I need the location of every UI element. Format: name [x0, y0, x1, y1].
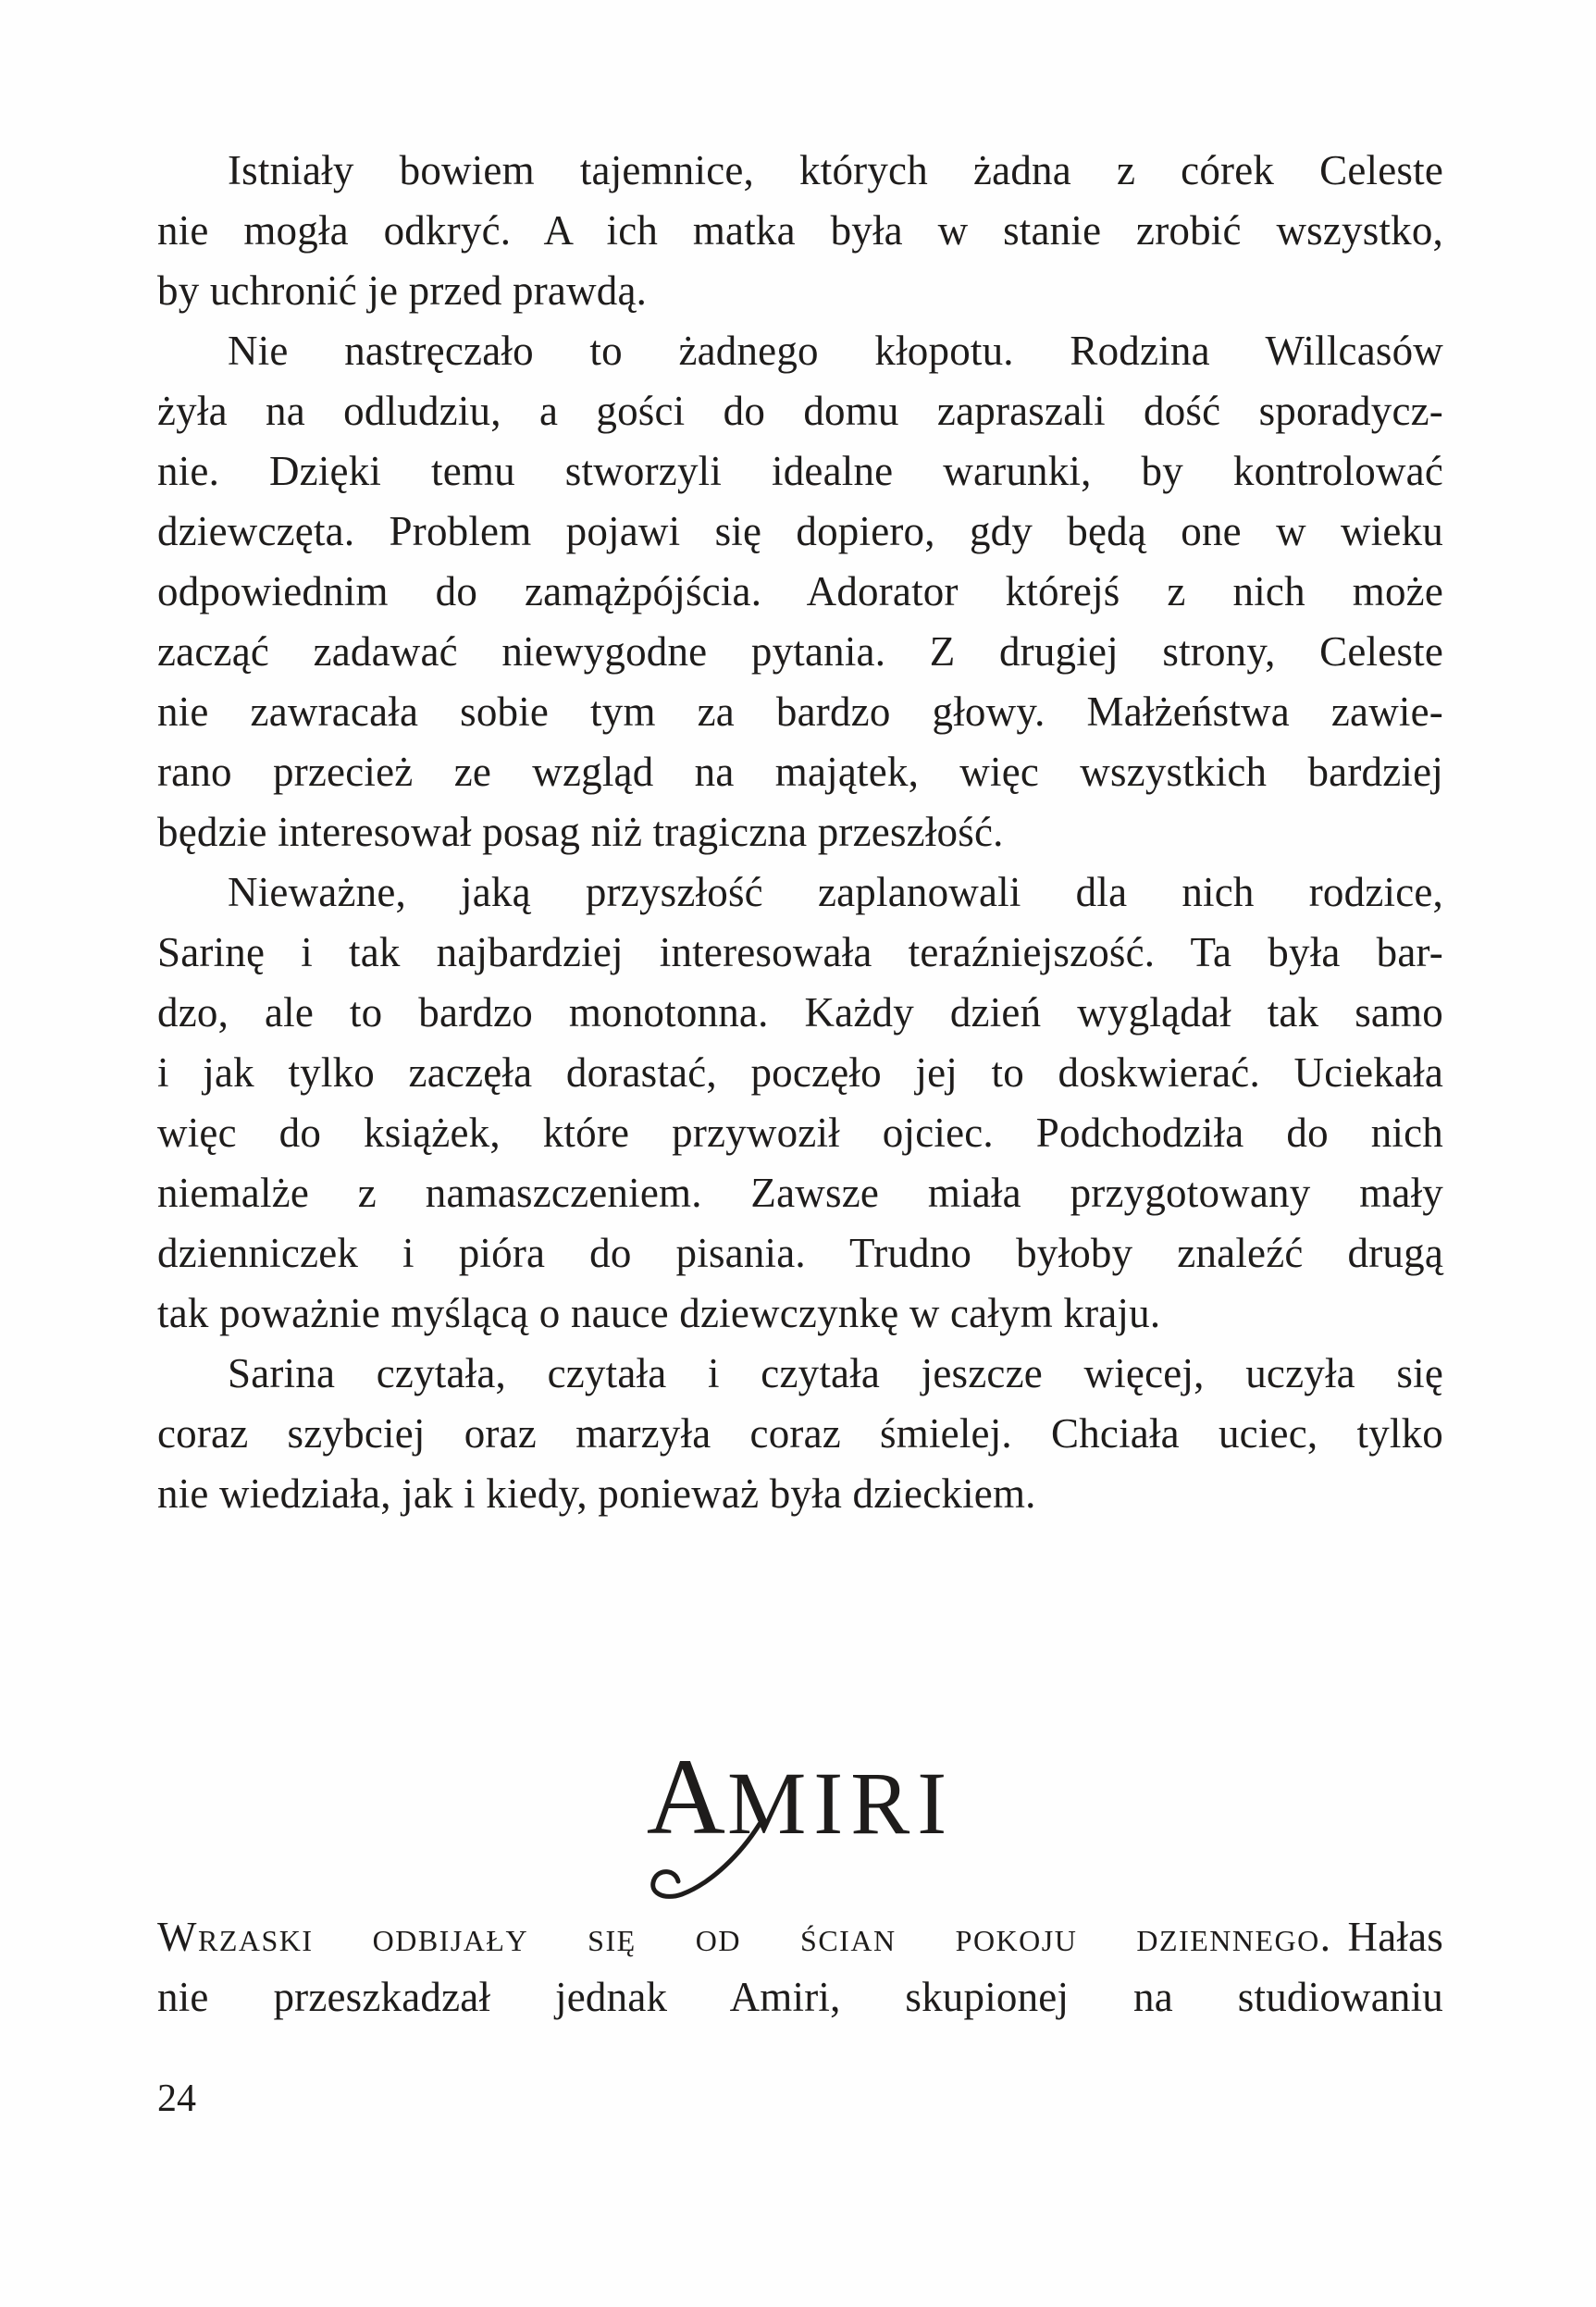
opening-smallcaps-text: Wrzaski odbijały się od ścian pokoju dziennego. [157, 1914, 1332, 1960]
chapter-opening-paragraph [157, 1907, 1443, 2028]
text-line: nie przeszkadzał jednak Amiri, skupionej na studiowaniu [157, 1974, 1443, 2020]
text-line: zacząć zadawać niewygodne pytania. Z drugiej strony, Celeste [157, 628, 1443, 675]
text-line: będzie interesował posag niż tragiczna przeszłość. [157, 809, 1004, 855]
text-line: coraz szybciej oraz marzyła coraz śmielej. Chciała uciec, tylko [157, 1410, 1443, 1457]
text-line: nie. Dzięki temu stworzyli idealne warunki, by kontrolować [157, 448, 1443, 494]
text-line: niemalże z namaszczeniem. Zawsze miała przygotowany mały [157, 1170, 1443, 1216]
text-line: i jak tylko zaczęła dorastać, poczęło jej to doskwierać. Uciekała [157, 1049, 1443, 1096]
chapter-initial-letter: A [646, 1736, 727, 1857]
text-line: odpowiednim do zamążpójścia. Adorator którejś z nich może [157, 568, 1443, 614]
text-line: rano przecież ze wzgląd na majątek, więc wszystkich bardziej [157, 749, 1443, 795]
text-line: nie wiedziała, jak i kiedy, ponieważ była dzieckiem. [157, 1470, 1036, 1517]
text-line: żyła na odludziu, a gości do domu zapraszali dość sporadycz- [157, 388, 1443, 434]
page-number: 24 [157, 2078, 196, 2120]
text-line: więc do książek, które przywoził ojciec. Podchodziła do nich [157, 1110, 1443, 1156]
text-line: Nie nastręczało to żadnego kłopotu. Rodzina Willcasów [228, 328, 1443, 374]
text-line: nie zawracała sobie tym za bardzo głowy. Małżeństwa zawie- [157, 688, 1443, 735]
chapter-heading [157, 1730, 1443, 1865]
text-line [157, 1907, 1443, 1967]
text-line: nie mogła odkryć. A ich matka była w stanie zrobić wszystko, [157, 207, 1443, 254]
body-text [157, 141, 1443, 1524]
opening-rest-text: Hałas [1347, 1914, 1443, 1960]
text-line: dzo, ale to bardzo monotonna. Każdy dzień wyglądał tak samo [157, 989, 1443, 1036]
text-line: tak poważnie myślącą o nauce dziewczynkę w całym kraju. [157, 1290, 1161, 1336]
text-line: Sarina czytała, czytała i czytała jeszcze więcej, uczyła się [228, 1350, 1443, 1396]
text-line: Istniały bowiem tajemnice, których żadna z córek Celeste [228, 147, 1443, 193]
chapter-heading-rest: MIRI [726, 1754, 955, 1853]
text-line: by uchronić je przed prawdą. [157, 267, 648, 314]
text-line: dzienniczek i pióra do pisania. Trudno byłoby znaleźć drugą [157, 1230, 1443, 1276]
text-line: dziewczęta. Problem pojawi się dopiero, gdy będą one w wieku [157, 508, 1443, 554]
text-line: Nieważne, jaką przyszłość zaplanowali dla nich rodzice, [228, 869, 1443, 915]
text-line: Sarinę i tak najbardziej interesowała teraźniejszość. Ta była bar- [157, 929, 1443, 975]
